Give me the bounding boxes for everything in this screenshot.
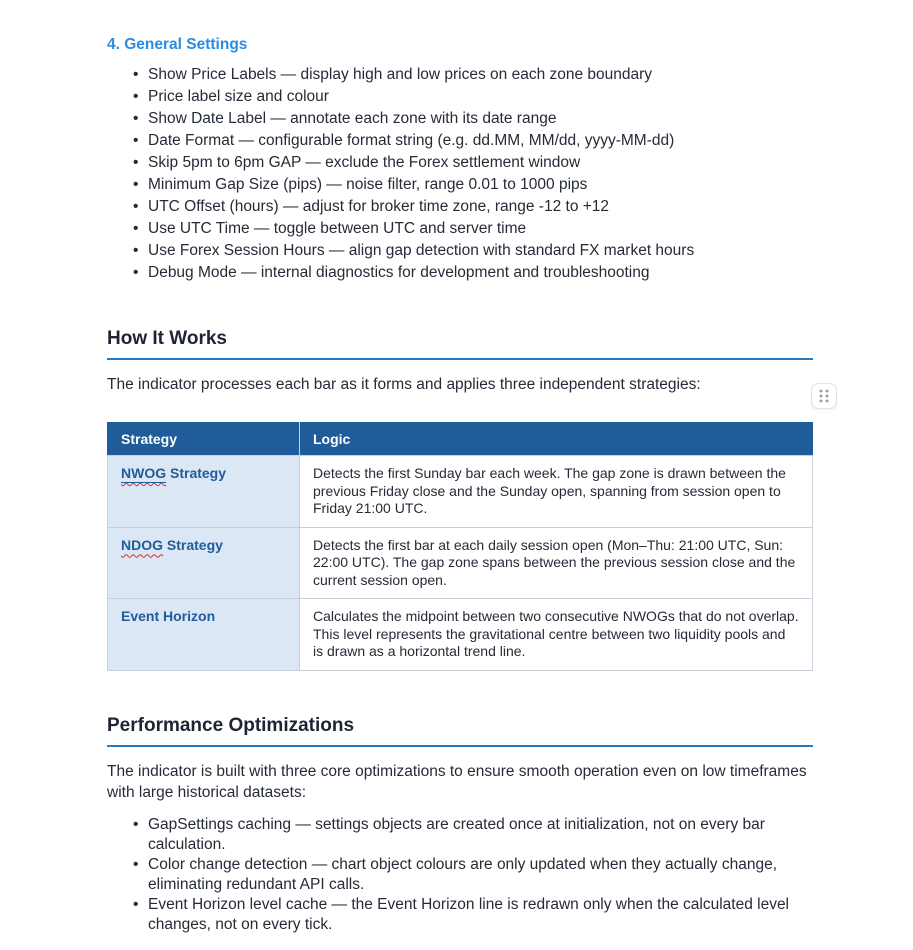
general-settings-list	[107, 64, 813, 284]
logic-cell: Detects the first Sunday bar each week. The gap zone is drawn between the previous Friday close and the Sunday open, spanning from session open to Friday 21:00 UTC.	[300, 456, 813, 528]
logic-cell: Calculates the midpoint between two consecutive NWOGs that do not overlap. This level represents the gravitational centre between two liquidity pools and is drawn as a horizontal trend line.	[300, 599, 813, 671]
list-item: • Debug Mode — internal diagnostics for development and troubleshooting	[148, 262, 813, 284]
misspelled-term: NDOG	[121, 536, 163, 553]
logic-cell: Detects the first bar at each daily session open (Mon–Thu: 21:00 UTC, Sun: 22:00 UTC). The gap zone spans between the previous session close and the current session open.	[300, 527, 813, 599]
list-item: • Date Format — configurable format string (e.g. dd.MM, MM/dd, yyyy-MM-dd)	[148, 130, 813, 152]
section-heading-how-it-works: How It Works	[107, 328, 813, 360]
drag-handle-button[interactable]	[811, 383, 837, 409]
list-item: • Color change detection — chart object colours are only updated when they actually change, eliminating redundant API calls.	[148, 855, 813, 895]
table-row	[108, 599, 813, 671]
list-item: • Minimum Gap Size (pips) — noise filter, range 0.01 to 1000 pips	[148, 174, 813, 196]
column-header-logic: Logic	[300, 423, 813, 456]
document-body	[107, 36, 813, 935]
strategy-cell-nwog: NWOG Strategy	[108, 456, 300, 528]
list-item: • Skip 5pm to 6pm GAP — exclude the Forex settlement window	[148, 152, 813, 174]
strategy-logic-table	[107, 422, 813, 671]
list-item: • UTC Offset (hours) — adjust for broker time zone, range -12 to +12	[148, 196, 813, 218]
list-item: • Show Price Labels — display high and low prices on each zone boundary	[148, 64, 813, 86]
table-header-row	[108, 423, 813, 456]
how-it-works-intro: The indicator processes each bar as it forms and applies three independent strategies:	[107, 376, 701, 393]
misspelled-term: NWOG	[121, 465, 167, 481]
table-row	[108, 527, 813, 599]
table-row	[108, 456, 813, 528]
drag-handle-icon	[817, 388, 831, 404]
list-item: • GapSettings caching — settings objects are created once at initialization, not on every bar calculation.	[148, 815, 813, 855]
strategy-cell-ndog: NDOG Strategy	[108, 527, 300, 599]
list-item: • Price label size and colour	[148, 86, 813, 108]
strategy-cell-event-horizon: Event Horizon	[108, 599, 300, 671]
subsection-heading-general-settings: 4. General Settings	[107, 36, 248, 53]
list-item: • Use UTC Time — toggle between UTC and server time	[148, 218, 813, 240]
performance-list	[107, 815, 813, 935]
section-heading-performance: Performance Optimizations	[107, 715, 813, 747]
list-item: • Use Forex Session Hours — align gap detection with standard FX market hours	[148, 240, 813, 262]
list-item: • Show Date Label — annotate each zone with its date range	[148, 108, 813, 130]
performance-intro: The indicator is built with three core optimizations to ensure smooth operation even on low timeframes with large historical datasets:	[107, 762, 807, 801]
column-header-strategy: Strategy	[108, 423, 300, 456]
list-item: • Event Horizon level cache — the Event Horizon line is redrawn only when the calculated level changes, not on every tick.	[148, 895, 813, 935]
